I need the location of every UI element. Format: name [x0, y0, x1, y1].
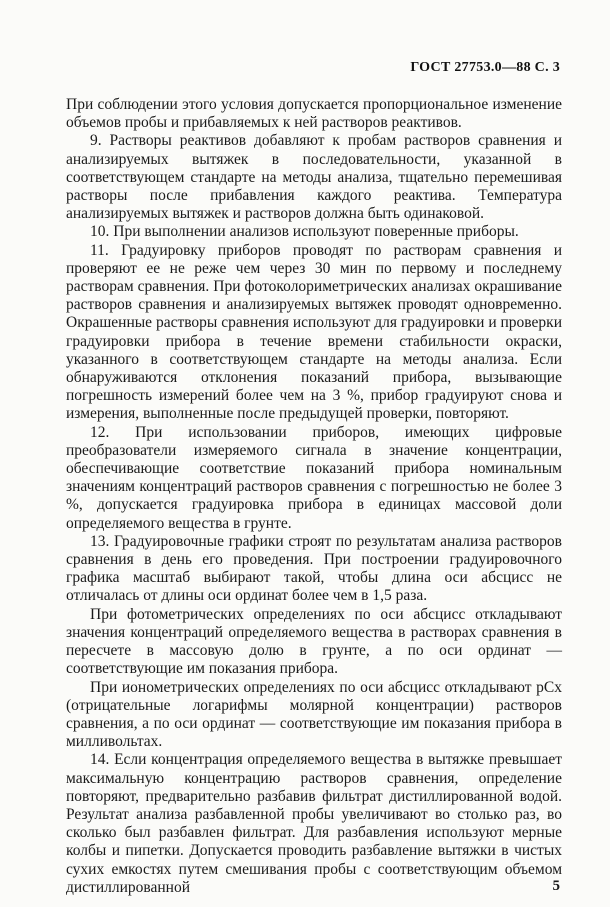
page-number: 5 [552, 878, 560, 894]
paragraph-14: 14. Если концентрация определяемого вещества в вытяжке превышает максимальную концентрацию растворов сравнения, определение повторяют, предварительно разбавив фильтрат дистиллированной водой. Результат анализа разбавленной пробы увеличивают во столько раз, во сколько был разбавлен фильтрат. Для разбавления используют мерные колбы и пипетки. Допускается проводить разбавление вытяжки в чистых сухих емкостях путем смешивания пробы с соответствующим объемом дистиллированной [66, 751, 562, 896]
paragraph-13: 13. Градуировочные графики строят по результатам анализа растворов сравнения в день его проведения. При построении градуировочного графика масштаб выбирают такой, чтобы длина оси абсцисс не отличалась от длины оси ординат более чем в 1,5 раза. [66, 532, 562, 605]
paragraph-10: 10. При выполнении анализов используют поверенные приборы. [90, 223, 519, 241]
paragraph-9: 9. Растворы реактивов добавляют к пробам растворов сравнения и анализируемых вытяжек в последовательности, указанной в соответствующем стандарте на методы анализа, тщательно перемешивая растворы после прибавления каждого реактива. Температура анализируемых вытяжек и растворов должна быть одинаковой. [66, 132, 562, 223]
paragraph-continuation: При соблюдении этого условия допускается пропорциональное изменение объемов пробы и прибавляемых к ней растворов реактивов. [66, 96, 562, 132]
paragraph-11: 11. Градуировку приборов проводят по растворам сравнения и проверяют ее не реже чем через 30 мин по первому и последнему растворам сравнения. При фотоколориметрических анализах окрашивание растворов сравнения и анализируемых вытяжек проводят одновременно. Окрашенные растворы сравнения используют для градуировки и проверки градуировки прибора в течение времени стабильности окраски, указанного в соответствующем стандарте на методы анализа. Если обнаруживаются отклонения показаний прибора, вызывающие погрешность измерений более чем на 3 %, прибор градуируют снова и измерения, выполненные после предыдущей проверки, повторяют. [66, 241, 562, 423]
page-header: ГОСТ 27753.0—88 С. 3 [410, 60, 560, 75]
paragraph-12: 12. При использовании приборов, имеющих цифровые преобразователи измеряемого сигнала в значение концентрации, обеспечивающие соответствие показаний прибора номинальным значениям концентраций растворов сравнения с погрешностью не более 3 %, допускается градуировка прибора в единицах массовой доли определяемого вещества в грунте. [66, 423, 562, 532]
paragraph-photometric: При фотометрических определениях по оси абсцисс откладывают значения концентраций определяемого вещества в растворах сравнения в пересчете в массовую долю в грунте, а по оси ординат — соответствующие им показания прибора. [66, 605, 562, 678]
document-body [66, 96, 562, 897]
paragraph-ionometric: При ионометрических определениях по оси абсцисс откладывают pCx (отрицательные логарифмы молярной концентрации) растворов сравнения, а по оси ординат — соответствующие им показания прибора в милливольтах. [66, 678, 562, 751]
